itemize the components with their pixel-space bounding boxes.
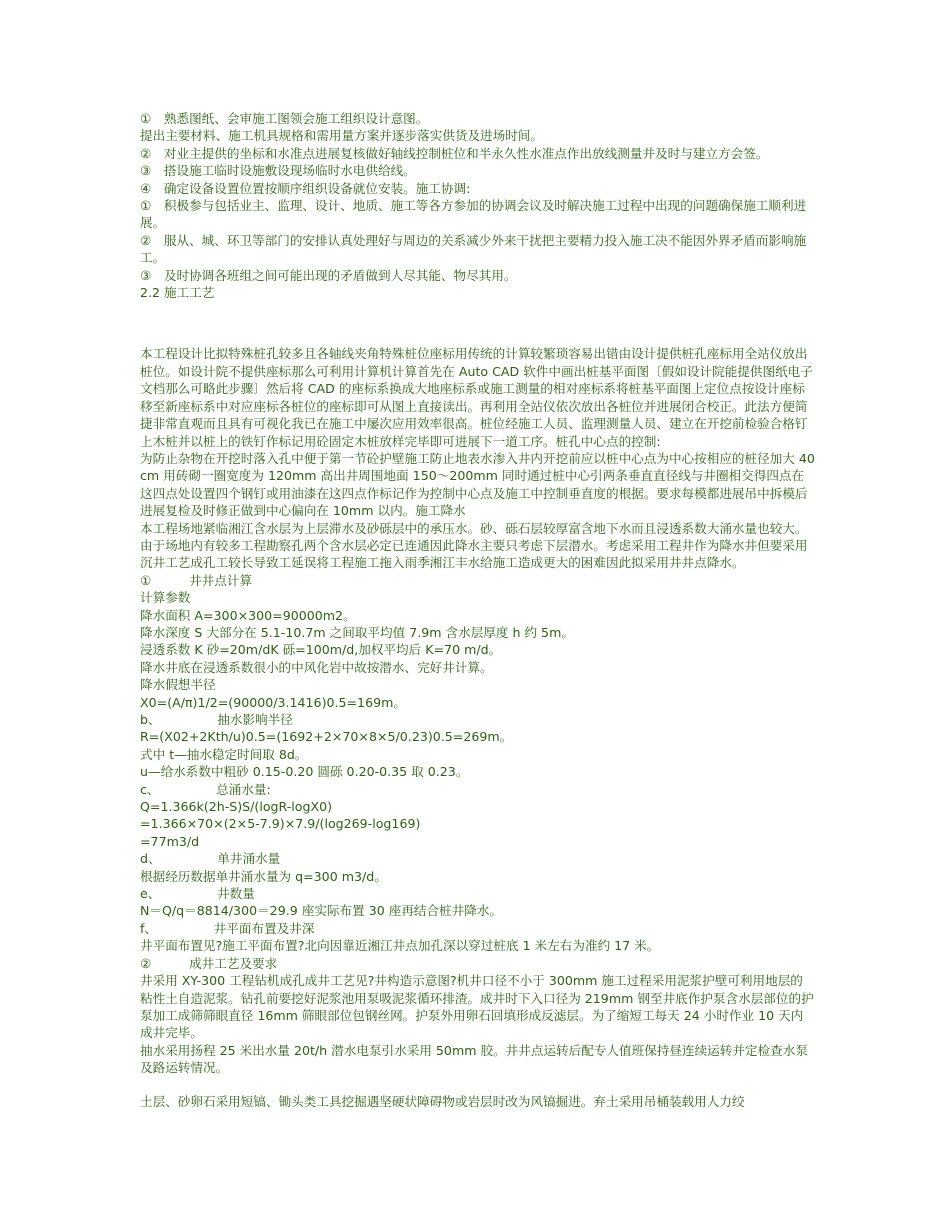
paragraph: 为防止杂物在开挖时落入孔中便于第一节砼护壁施工防止地表水渗入井内开挖前应以桩中心点为中心按相应的桩径加大 40cm 用砖砌一圈宽度为 120mm 高出井周围地面 150～200mm 同时通过桩中心引两条垂直直径线与井圈相交得四点在这四点处设置四个钢钉或用油漆在这四点作标记作为控制中心点及施工中控制垂直度的根据。要求每模都进展吊中拆模后进展复检及时修正做到中心偏向在 10mm 以内。施工降水 <box>140 450 815 519</box>
paragraph: R=(X02+2Kth/u)0.5=(1692+2×70×8×5/0.23)0.5=269m。 <box>140 729 513 745</box>
paragraph: 降水假想半径 <box>140 677 216 693</box>
text-line: ① 积极参与包括业主、监理、设计、地质、施工等各方参加的协调会议及时解决施工过程中出现的问题确保施工顺利进展。 <box>140 198 807 231</box>
excavation-section <box>140 1093 815 1110</box>
text-line: 2.2 施工工艺 <box>140 285 215 301</box>
paragraph: 根据经历数据单井涌水量为 q=300 m3/d。 <box>140 868 387 884</box>
preparation-section <box>140 110 815 301</box>
paragraph: N＝Q/q＝8814/300＝29.9 座实际布置 30 座再结合桩井降水。 <box>140 903 503 919</box>
paragraph: 降水面积 A=300×300=90000m2。 <box>140 607 356 623</box>
paragraph: 本工程设计比拟特殊桩孔较多且各轴线夹角特殊桩位座标用传统的计算较繁琐容易出错由设计提供桩孔座标用全站仪放出桩位。如设计院不提供座标那么可利用计算机计算首先在 Auto CAD 软件中画出桩基平面图〔假如设计院能提供图纸电子文档那么可略此步骤〕然后将 CAD 的座标系换成大地座标系或施工测量的相对座标系将桩基平面图上定位点按设计座标移至新座标系中对应座标各桩位的座标即可从图上直接读出。再利用全站仪依次放出各桩位并进展闭合校正。此法方便简捷非常直观而且具有可视化我已在施工中屡次应用效率很高。桩位经施工人员、监理测量人员、建立在开挖前检验合格钉上木桩并以桩上的铁钉作标记用砼固定木桩放样完毕即可进展下一道工序。桩孔中心点的控制: <box>140 346 813 449</box>
paragraph: 降水深度 S 大部分在 5.1-10.7m 之间取平均值 7.9m 含水层厚度 h 约 5m。 <box>140 624 574 640</box>
paragraph: 浸透系数 K 砂=20m/dK 砾=100m/d,加权平均后 K=70 m/d。 <box>140 642 502 658</box>
text-line: ① 熟悉图纸、会审施工图领会施工组织设计意图。 <box>140 111 429 126</box>
paragraph: =1.366×70×(2×5-7.9)×7.9/(log269-log169) <box>140 816 421 832</box>
paragraph: 式中 t—抽水稳定时间取 8d。 <box>140 746 308 762</box>
paragraph: 井采用 XY-300 工程钻机成孔成井工艺见?井构造示意图?机井口径不小于 300mm 施工过程采用泥浆护壁可利用地层的粘性土自造泥浆。钻孔前要挖好泥浆池用泵吸泥浆循环排渣。成井时下入口径为 219mm 钢至井底作护泵含水层部位的护泵加工成筛筛眼直径 16mm 筛眼部位包钢丝网。护泵外用卵石回填形成反滤层。为了缩短工每天 24 小时作业 10 天内成井完毕。 <box>140 973 814 1041</box>
text-line: ④ 确定设备设置位置按顺序组织设备就位安装。施工协调: <box>140 180 471 196</box>
document-page <box>140 110 815 1110</box>
paragraph: e、 井数量 <box>140 886 255 902</box>
paragraph: ① 井井点计算 <box>140 572 253 588</box>
paragraph: X0=(A/π)1/2=(90000/3.1416)0.5=169m。 <box>140 694 406 710</box>
paragraph: u—给水系数中粗砂 0.15-0.20 圆砾 0.20-0.35 取 0.23。 <box>140 764 469 780</box>
paragraph: 抽水采用扬程 25 米出水量 20t/h 潜水电泵引水采用 50mm 胶。井井点运转后配专人值班保持昼连续运转并定检查水泵及路运转情况。 <box>140 1042 808 1076</box>
paragraph: Q=1.366k(2h-S)S/(logR-logX0) <box>140 799 333 815</box>
text-line: 提出主要材料、施工机具规格和需用量方案并逐步落实供货及进场时间。 <box>140 128 543 144</box>
paragraph: =77m3/d <box>140 833 200 849</box>
paragraph: f、 井平面布置及井深 <box>140 920 315 936</box>
paragraph: 计算参数 <box>140 590 191 606</box>
paragraph: 井平面布置见?施工平面布置?北向因靠近湘江井点加孔深以穿过桩底 1 米左右为准约 17 米。 <box>140 938 660 954</box>
text-line: ② 服从、城、环卫等部门的安排认真处理好与周边的关系减少外来干扰把主要精力投入施工决不能因外界矛盾而影响施工。 <box>140 232 807 266</box>
paragraph: c、 总涌水量: <box>140 781 271 797</box>
paragraph-gap <box>140 1077 815 1093</box>
paragraph: d、 单井涌水量 <box>140 851 281 867</box>
process-section <box>140 345 815 1076</box>
section-gap <box>140 301 815 345</box>
paragraph: b、 抽水影响半径 <box>140 712 293 727</box>
text-line: ③ 及时协调各班组之间可能出现的矛盾做到人尽其能、物尽其用。 <box>140 267 517 283</box>
text-line: ③ 搭设施工临时设施敷设现场临时水电供给线。 <box>140 163 416 179</box>
paragraph: ② 成井工艺及要求 <box>140 955 278 971</box>
paragraph: 降水井底在浸透系数很小的中风化岩中故按潜水、完好井计算。 <box>140 659 493 675</box>
paragraph: 土层、砂卵石采用短镐、锄头类工具挖掘遇坚硬状障碍物或岩层时改为风镐掘进。弃土采用吊桶装载用人力绞 <box>140 1093 745 1109</box>
text-line: ② 对业主提供的坐标和水准点进展复核做好轴线控制桩位和半永久性水准点作出放线测量并及时与建立方会签。 <box>140 145 769 161</box>
paragraph: 本工程场地紧临湘江含水层为上层滞水及砂砾层中的承压水。砂、砾石层较厚富含地下水而且浸透系数大涌水量也较大。由于场地内有较多工程勘察孔两个含水层必定已连通因此降水主要只考虑下层潜水。考虑采用工程井作为降水井但要采用沉井工艺成孔工较长导致工延误将工程施工拖入雨季湘江丰水给施工造成更大的困难因此拟采用井井点降水。 <box>140 520 808 571</box>
